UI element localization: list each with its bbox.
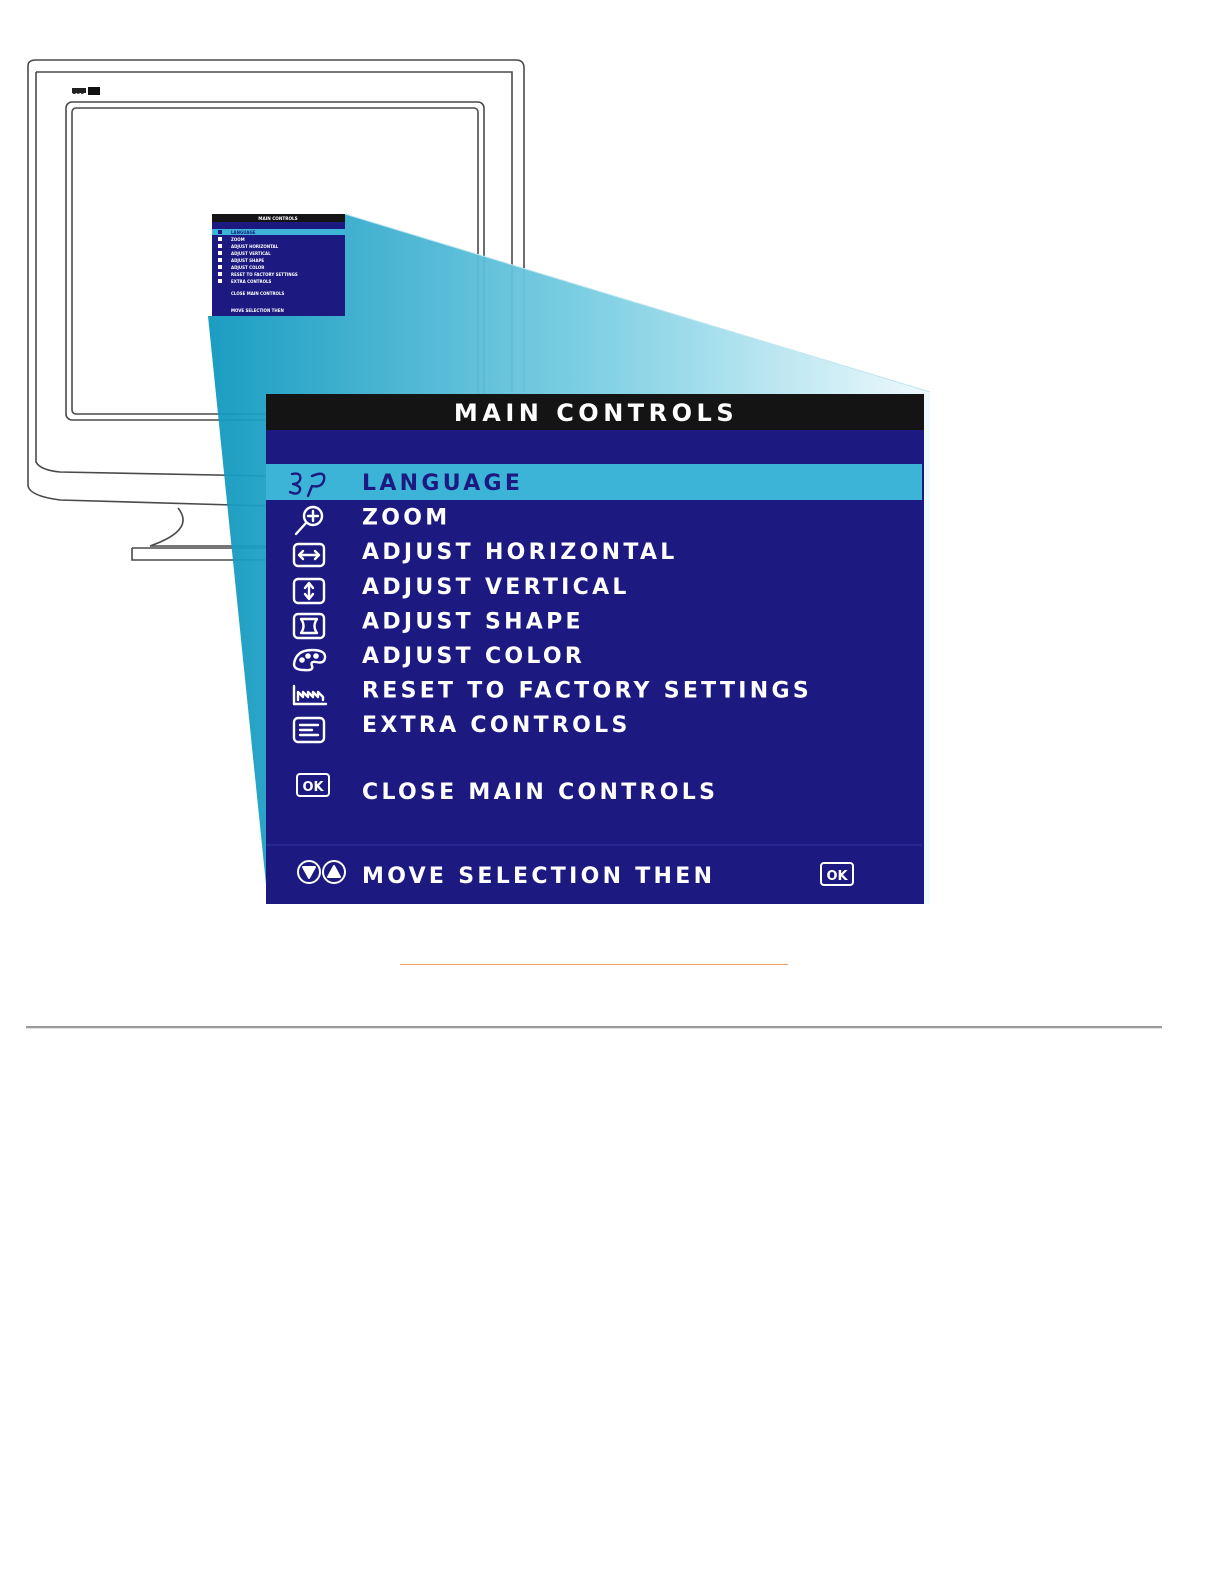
thumb-item-icon bbox=[218, 251, 222, 255]
thumb-item: ADJUST HORIZONTAL bbox=[231, 244, 279, 249]
thumb-item: ADJUST VERTICAL bbox=[231, 251, 271, 256]
menu-item-adjust-color[interactable]: ADJUST COLOR bbox=[362, 644, 586, 669]
osd-title: MAIN CONTROLS bbox=[453, 399, 739, 427]
menu-item-zoom[interactable]: ZOOM bbox=[362, 505, 451, 531]
menu-item-extra-controls[interactable]: EXTRA CONTROLS bbox=[362, 713, 631, 739]
thumb-item: EXTRA CONTROLS bbox=[231, 279, 272, 284]
thumb-item-icon bbox=[218, 265, 222, 269]
thumb-item-icon bbox=[218, 279, 222, 283]
close-main-controls[interactable]: CLOSE MAIN CONTROLS bbox=[362, 780, 719, 805]
model-badge: 109 bbox=[72, 89, 85, 96]
thumb-item: RESET TO FACTORY SETTINGS bbox=[231, 272, 298, 277]
osd-thumbnail bbox=[212, 214, 345, 316]
thumb-item-icon bbox=[218, 258, 222, 262]
ok-footer-label: OK bbox=[826, 869, 848, 884]
logo-block bbox=[88, 87, 100, 95]
thumb-title: MAIN CONTROLS bbox=[258, 216, 298, 221]
thumb-item: ZOOM bbox=[231, 237, 245, 242]
osd-panel bbox=[266, 394, 924, 904]
thumb-item-icon bbox=[218, 230, 222, 234]
thumb-footer: MOVE SELECTION THEN bbox=[231, 308, 284, 313]
horizontal-rule bbox=[26, 1026, 1162, 1029]
thumb-item-icon bbox=[218, 244, 222, 248]
thumb-item: LANGUAGE bbox=[231, 230, 256, 235]
menu-item-language[interactable]: LANGUAGE bbox=[362, 471, 524, 496]
menu-item-reset-to-factory-settings[interactable]: RESET TO FACTORY SETTINGS bbox=[362, 678, 812, 704]
footer-hint: MOVE SELECTION THEN bbox=[362, 864, 716, 889]
menu-item-adjust-shape[interactable]: ADJUST SHAPE bbox=[362, 609, 584, 635]
thumb-item-icon bbox=[218, 272, 222, 276]
link-underline[interactable] bbox=[400, 964, 788, 965]
thumb-close: CLOSE MAIN CONTROLS bbox=[231, 291, 285, 296]
thumb-item: ADJUST COLOR bbox=[231, 265, 265, 270]
ok-close-label: OK bbox=[302, 780, 324, 795]
thumb-item-icon bbox=[218, 237, 222, 241]
thumb-item: ADJUST SHAPE bbox=[231, 258, 265, 263]
menu-item-adjust-vertical[interactable]: ADJUST VERTICAL bbox=[362, 574, 630, 600]
menu-item-adjust-horizontal[interactable]: ADJUST HORIZONTAL bbox=[362, 540, 678, 566]
